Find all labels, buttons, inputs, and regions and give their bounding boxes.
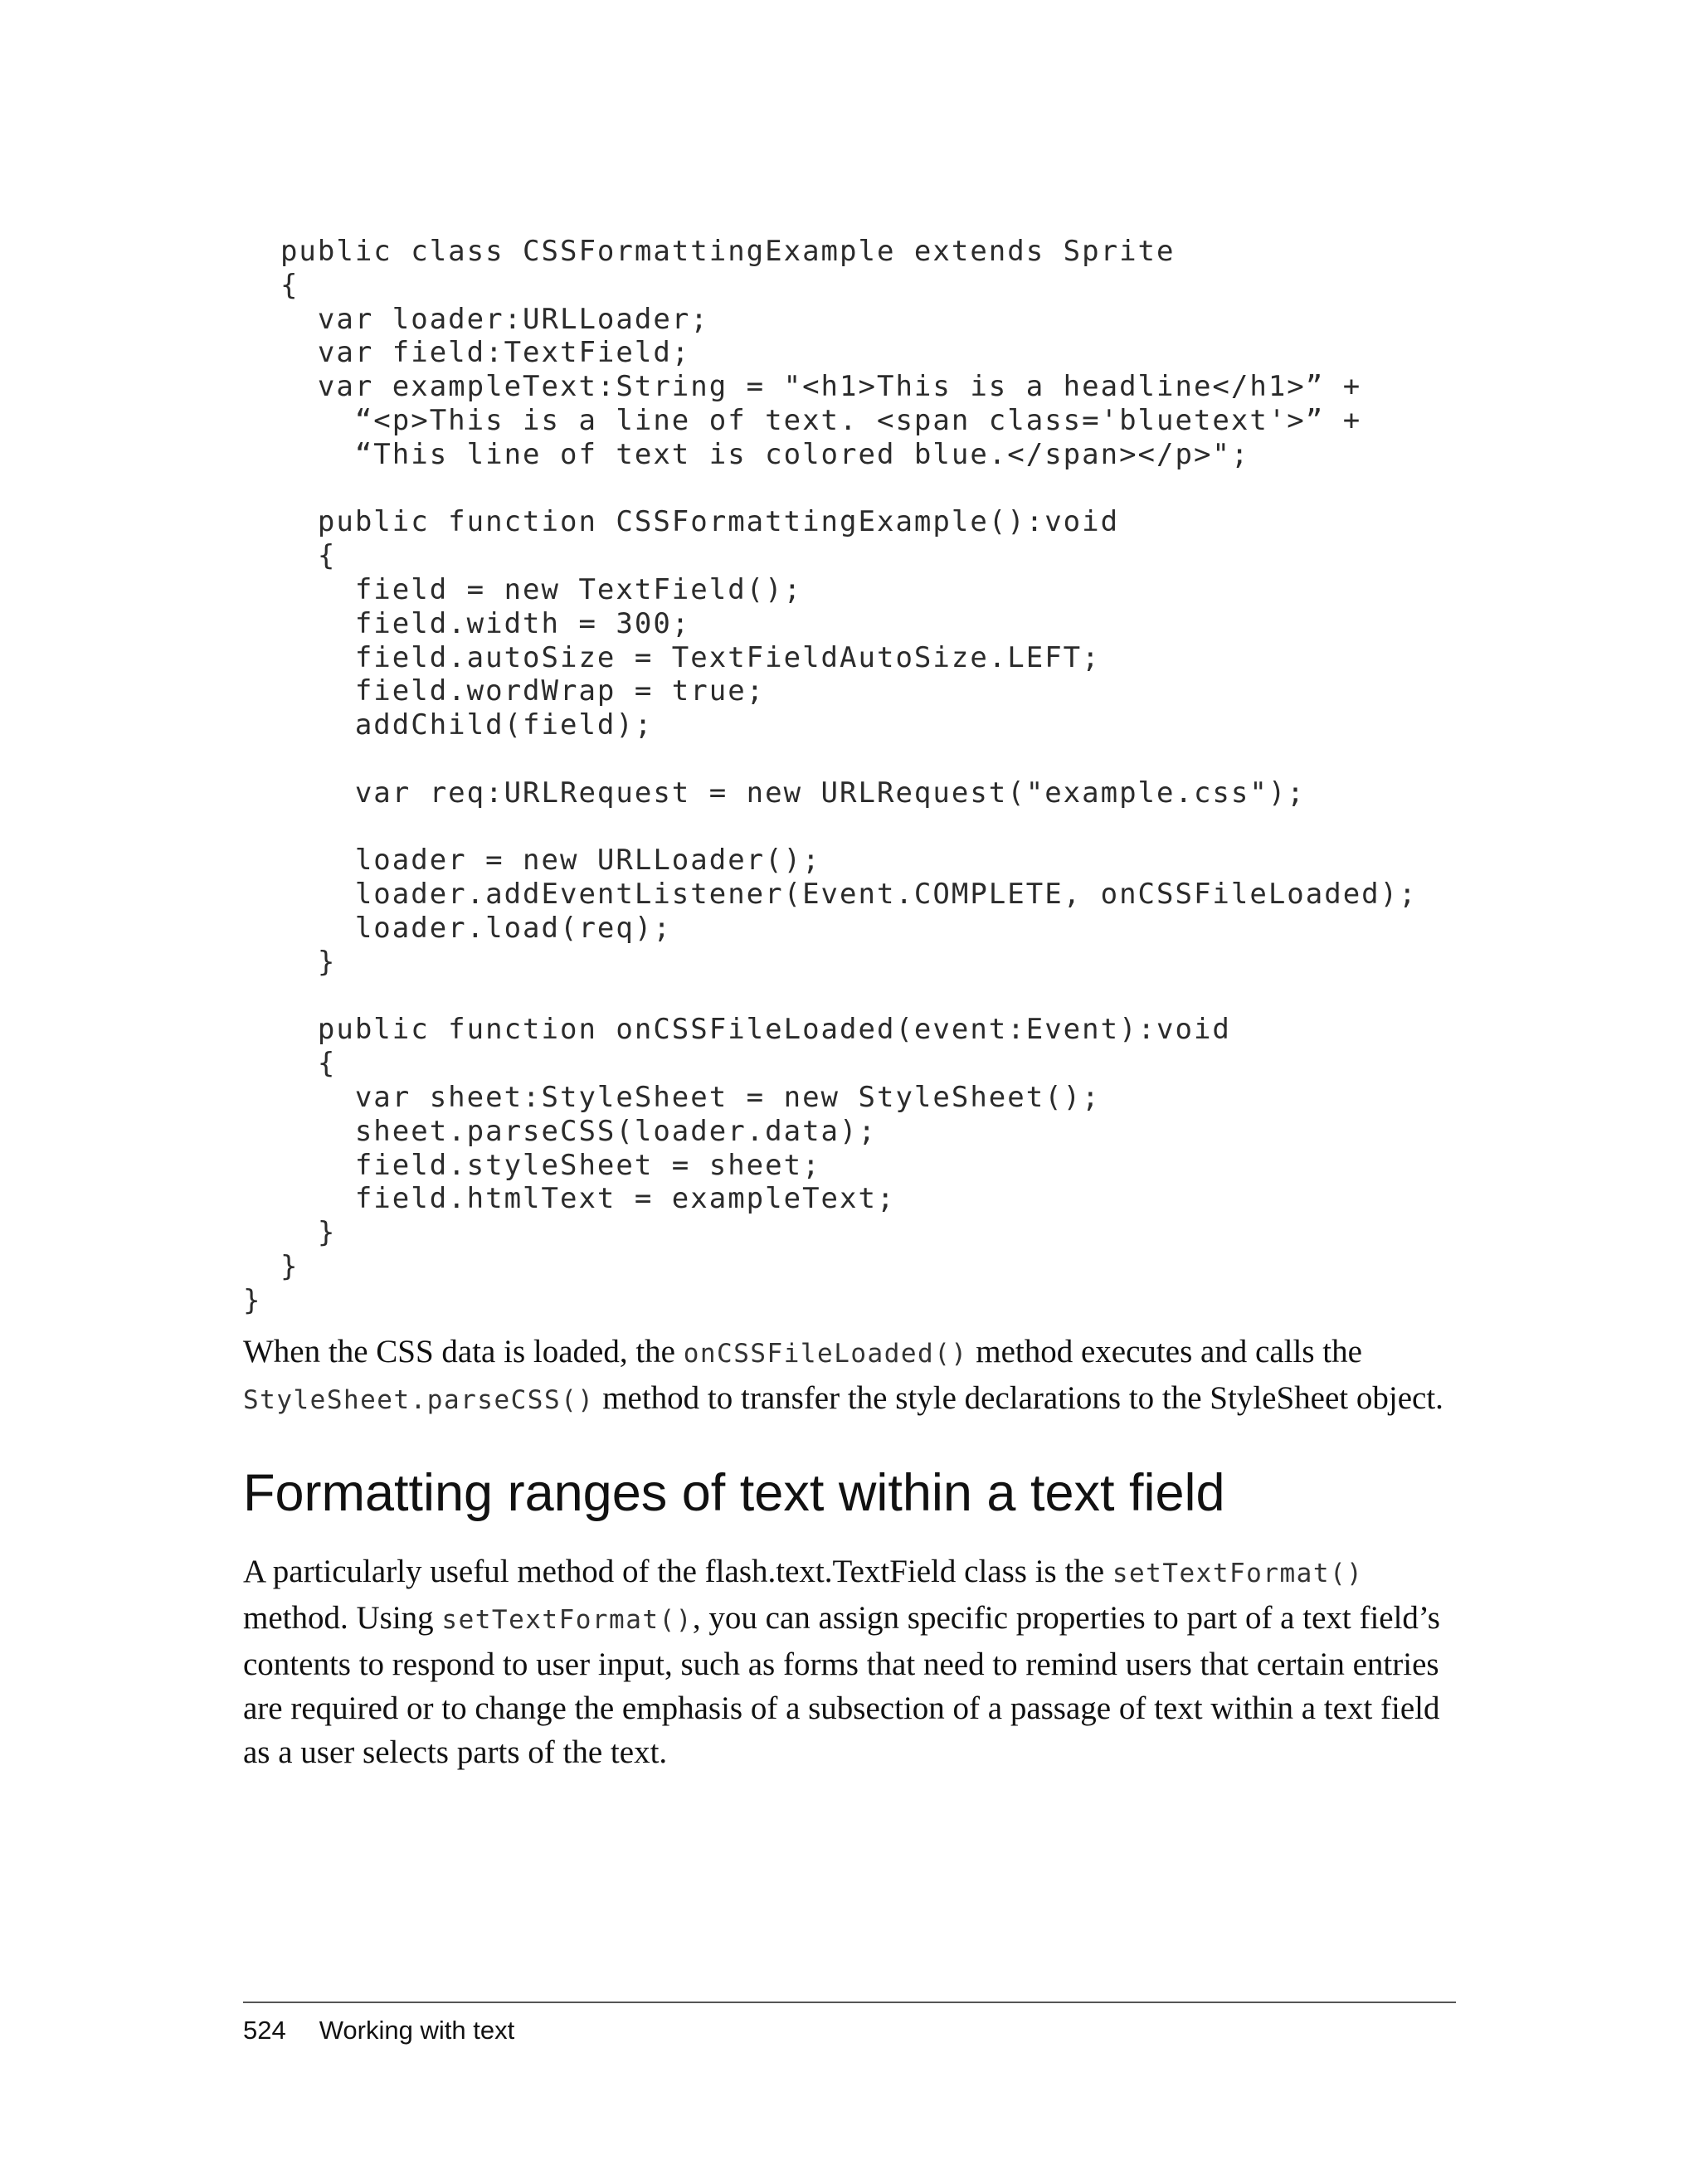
paragraph-text: A particularly useful method of the flash.text.TextField class is the [243,1554,1112,1589]
paragraph-text: method. Using [243,1600,442,1636]
code-line: } [243,1216,337,1250]
paragraph-text: , you can assign specific properties to part of a text field’s contents to respond to user input, such as forms that need to remind users that certain entries are required or to change the emphasis of a subsection of a passage of text within a text field as a user selects parts of the text. [243,1600,1440,1770]
code-line: field = new TextField(); [243,572,803,606]
code-line: addChild(field); [243,708,654,742]
code-listing [243,235,1418,1318]
code-line: var exampleText:String = "<h1>This is a headline</h1>” + [243,370,1362,404]
code-line: } [243,945,337,979]
code-line: “This line of text is colored blue.</span></p>"; [243,437,1250,471]
section-heading: Formatting ranges of text within a text field [243,1464,1225,1522]
body-paragraph [243,1330,1456,1423]
code-line: } [243,1249,299,1283]
inline-code: onCSSFileLoaded() [683,1339,968,1369]
code-line: var field:TextField; [243,336,691,370]
code-line: public class CSSFormattingExample extends Sprite [243,235,1176,268]
code-line: } [243,1283,262,1317]
code-line [243,980,1418,1014]
code-line: { [243,539,337,573]
code-line [243,472,1418,506]
inline-code: setTextFormat() [441,1605,693,1635]
footer-divider [243,2002,1456,2003]
code-line: { [243,268,299,302]
paragraph-text: method executes and calls the [967,1334,1362,1369]
code-line: loader.load(req); [243,911,672,945]
chapter-title: Working with text [319,2016,515,2045]
paragraph-text: method to transfer the style declarations to the StyleSheet object. [594,1380,1443,1416]
inline-code: StyleSheet.parseCSS() [243,1385,595,1415]
code-line [243,742,1418,776]
code-line [243,810,1418,844]
paragraph-text: When the CSS data is loaded, the [243,1334,684,1369]
page-footer [243,2014,514,2047]
code-line: { [243,1047,337,1081]
code-line: “<p>This is a line of text. <span class='bluetext'>” + [243,403,1362,437]
code-line: public function onCSSFileLoaded(event:Event):void [243,1013,1231,1047]
code-line: public function CSSFormattingExample():void [243,505,1120,539]
code-line: var req:URLRequest = new URLRequest("example.css"); [243,776,1306,810]
page-number: 524 [243,2016,286,2045]
code-line: var sheet:StyleSheet = new StyleSheet(); [243,1080,1101,1114]
code-line: field.wordWrap = true; [243,674,766,708]
code-line: field.styleSheet = sheet; [243,1148,821,1182]
code-line: loader = new URLLoader(); [243,844,821,878]
code-line: loader.addEventListener(Event.COMPLETE, onCSSFileLoaded); [243,878,1418,912]
code-line: field.htmlText = exampleText; [243,1182,896,1216]
inline-code: setTextFormat() [1112,1559,1364,1588]
code-line: sheet.parseCSS(loader.data); [243,1114,877,1148]
code-line: field.width = 300; [243,606,691,640]
code-line: field.autoSize = TextFieldAutoSize.LEFT; [243,640,1101,674]
body-paragraph [243,1549,1456,1774]
code-line: var loader:URLLoader; [243,302,709,336]
